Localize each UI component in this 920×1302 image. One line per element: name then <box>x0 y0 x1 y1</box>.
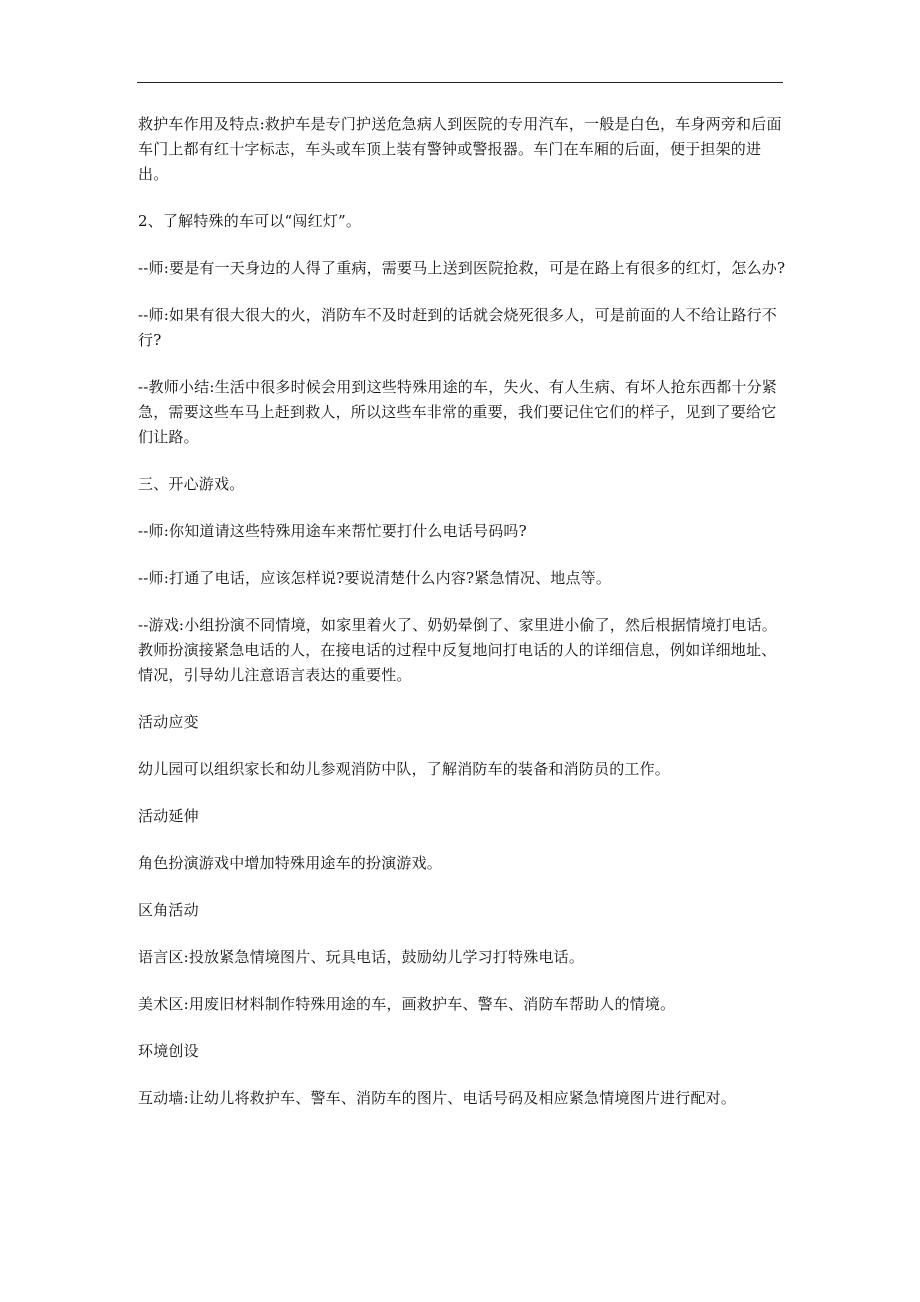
paragraph-teacher-summary: --教师小结:生活中很多时候会用到这些特殊用途的车，失火、有人生病、有坏人抢东西都十分紧急，需要这些车马上赶到救人，所以这些车非常的重要，我们要记住它们的样子，见到了要给它们让路。 <box>138 378 777 446</box>
paragraph-interactive-wall: 互动墙:让幼儿将救护车、警车、消防车的图片、电话号码及相应紧急情境图片进行配对。 <box>138 1089 737 1107</box>
heading-activity-adaptation: 活动应变 <box>138 713 199 731</box>
paragraph-art-corner: 美术区:用废旧材料制作特殊用途的车，画救护车、警车、消防车帮助人的情境。 <box>138 995 676 1013</box>
paragraph-section-2-heading: 2、了解特殊的车可以“闯红灯”。 <box>138 212 362 230</box>
paragraph-activity-adaptation: 幼儿园可以组织家长和幼儿参观消防中队，了解消防车的装备和消防员的工作。 <box>138 760 671 778</box>
paragraph-section-3-heading: 三、开心游戏。 <box>138 475 245 493</box>
paragraph-language-corner: 语言区:投放紧急情境图片、玩具电话，鼓励幼儿学习打特殊电话。 <box>138 948 585 966</box>
heading-corner-activities: 区角活动 <box>138 901 199 919</box>
paragraph-teacher-question-1: --师:要是有一天身边的人得了重病，需要马上送到医院抢救，可是在路上有很多的红灯，怎么办? <box>138 259 786 277</box>
heading-environment-setup: 环境创设 <box>138 1042 199 1060</box>
paragraph-teacher-question-3: --师:你知道请这些特殊用途车来帮忙要打什么电话号码吗? <box>138 522 527 540</box>
paragraph-game: --游戏:小组扮演不同情境，如家里着火了、奶奶晕倒了、家里进小偷了，然后根据情境打电话。教师扮演接紧急电话的人，在接电话的过程中反复地问打电话的人的详细信息，例如详细地址、情况，引导幼儿注意语言表达的重要性。 <box>138 616 777 684</box>
paragraph-teacher-question-2: --师:如果有很大很大的火，消防车不及时赶到的话就会烧死很多人，可是前面的人不给让路行不行? <box>138 306 777 349</box>
paragraph-teacher-question-4: --师:打通了电话，应该怎样说?要说清楚什么内容?紧急情况、地点等。 <box>138 569 612 587</box>
header-rule <box>137 82 783 83</box>
document-body <box>138 112 788 1111</box>
paragraph-activity-extension: 角色扮演游戏中增加特殊用途车的扮演游戏。 <box>138 854 443 872</box>
heading-activity-extension: 活动延伸 <box>138 807 199 825</box>
paragraph-ambulance-features: 救护车作用及特点:救护车是专门护送危急病人到医院的专用汽车，一般是白色，车身两旁和后面车门上都有红十字标志，车头或车顶上装有警钟或警报器。车门在车厢的后面，便于担架的进出。 <box>138 115 782 183</box>
